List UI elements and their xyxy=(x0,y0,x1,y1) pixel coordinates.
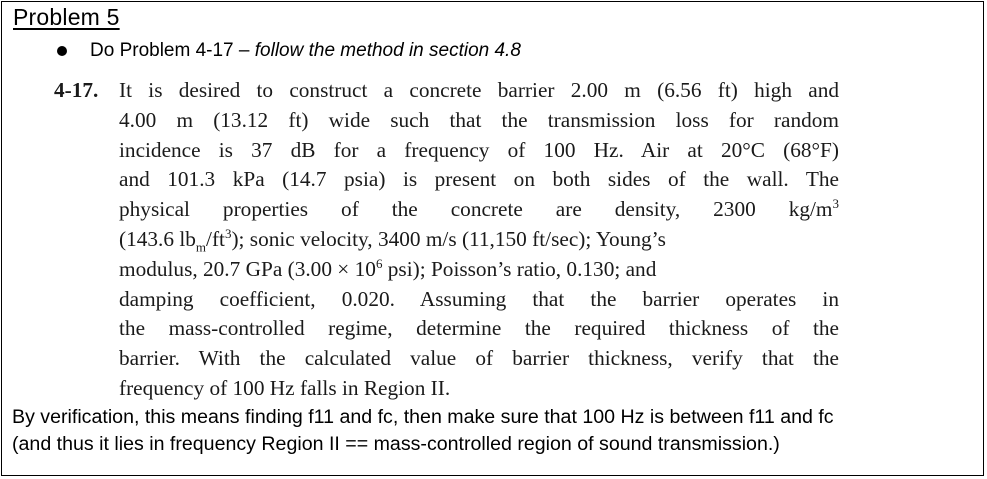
superscript: 3 xyxy=(224,225,232,241)
problem-line-text: physical properties of the concrete are density, 2300 kg/m xyxy=(119,197,833,222)
note-line-1: By verification, this means finding f11 and fc, then make sure that 100 Hz is between f11 and fc xyxy=(12,406,834,428)
note-line-2: (and thus it lies in frequency Region II == mass-controlled region of sound transmission.) xyxy=(12,433,780,455)
problem-number: 4-17. xyxy=(54,78,99,102)
problem-line: barrier. With the calculated value of barrier thickness, verify that the xyxy=(119,346,839,371)
problem-body xyxy=(119,76,839,404)
superscript: 6 xyxy=(375,255,383,271)
bullet-instruction xyxy=(90,40,521,62)
problem-line-text: modulus, 20.7 GPa (3.00 × 10 xyxy=(119,256,376,281)
bullet-icon xyxy=(57,46,67,56)
problem-line-text: (143.6 lb xyxy=(119,226,196,251)
problem-line: incidence is 37 dB for a frequency of 100 Hz. Air at 20°C (68°F) xyxy=(119,137,839,162)
problem-line-text: ); sonic velocity, 3400 m/s (11,150 ft/sec); Young’s xyxy=(231,226,666,251)
problem-line xyxy=(119,195,839,225)
problem-line-text: psi); Poisson’s ratio, 0.130; and xyxy=(382,256,657,281)
page-title: Problem 5 xyxy=(13,4,120,30)
problem-line-text: /ft xyxy=(206,226,225,251)
verification-note xyxy=(12,404,982,458)
problem-line: and 101.3 kPa (14.7 psia) is present on both sides of the wall. The xyxy=(119,167,839,192)
bullet-prefix: Do Problem 4-17 – xyxy=(90,40,255,61)
superscript: 3 xyxy=(832,196,839,212)
problem-line xyxy=(119,255,839,285)
problem-line xyxy=(119,225,839,255)
bullet-emphasis: follow the method in section 4.8 xyxy=(254,40,521,61)
problem-line: the mass-controlled regime, determine the required thickness of the xyxy=(119,316,839,341)
problem-line: It is desired to construct a concrete barrier 2.00 m (6.56 ft) high and xyxy=(119,78,839,102)
problem-line: 4.00 m (13.12 ft) wide such that the transmission loss for random xyxy=(119,107,839,132)
problem-line: frequency of 100 Hz falls in Region II. xyxy=(119,375,451,400)
subscript: m xyxy=(195,239,207,255)
problem-line: damping coefficient, 0.020. Assuming that the barrier operates in xyxy=(119,286,839,311)
